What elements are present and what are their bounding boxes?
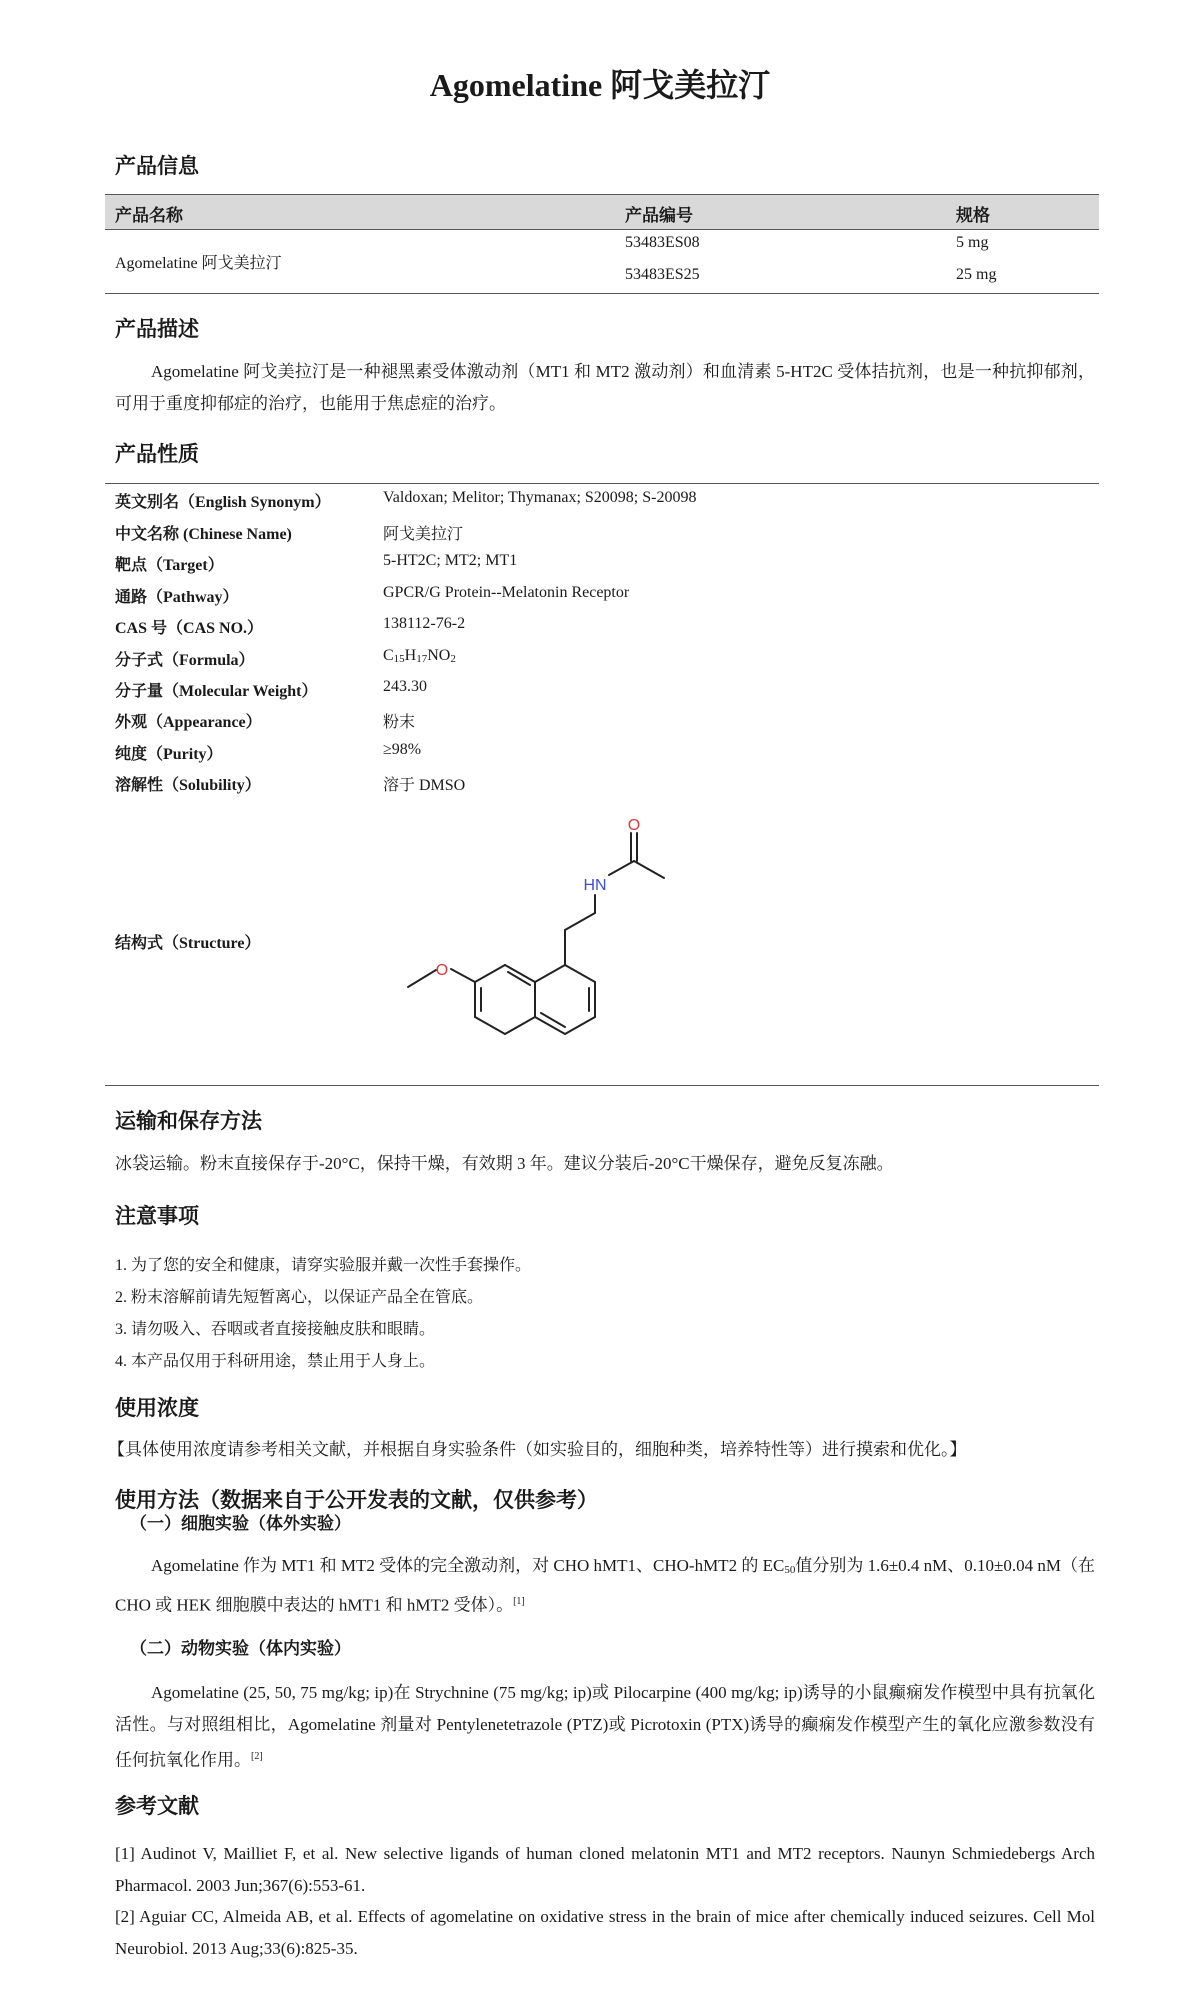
properties-heading: 产品性质 bbox=[115, 442, 199, 466]
prop-value: 粉末 bbox=[383, 714, 416, 731]
reference-item: [2] Aguiar CC, Almeida AB, et al. Effects of agomelatine on oxidative stress in the brain of mice after chemically induced seizures. Cell Mol Neurobiol. 2013 Aug;33(6):825-35. bbox=[115, 1907, 1095, 1958]
properties-top-rule bbox=[105, 483, 1099, 484]
cell-experiment-heading: （一）细胞实验（体外实验） bbox=[130, 1514, 351, 1533]
prop-value: 5-HT2C; MT2; MT1 bbox=[383, 552, 518, 569]
bond bbox=[565, 913, 595, 930]
note-item: 3. 请勿吸入、吞咽或者直接接触皮肤和眼睛。 bbox=[115, 1321, 436, 1338]
reference-item: [1] Audinot V, Mailliet F, et al. New selective ligands of human cloned melatonin MT1 and MT2 receptors. Naunyn Schmiedebergs Arch Pharmacol. 2003 Jun;367(6):553-61. bbox=[115, 1844, 1095, 1895]
prop-label: 外观（Appearance） bbox=[115, 714, 262, 731]
page-title: Agomelatine 阿戈美拉汀 bbox=[429, 67, 771, 103]
description-text: Agomelatine 阿戈美拉汀是一种褪黑素受体激动剂（MT1 和 MT2 激动剂）和血清素 5-HT2C 受体拮抗剂，也是一种抗抑郁剂，可用于重度抑郁症的治疗，也能用于焦虑症的治疗。 bbox=[115, 362, 1095, 413]
prop-label: 分子式（Formula） bbox=[115, 652, 255, 669]
bond bbox=[505, 1017, 535, 1034]
prop-value: GPCR/G Protein--Melatonin Receptor bbox=[383, 584, 630, 601]
prop-value: ≥98% bbox=[383, 741, 422, 758]
prop-label: 靶点（Target） bbox=[115, 557, 224, 574]
nitrogen-atom-label: HN bbox=[583, 877, 607, 894]
storage-heading: 运输和保存方法 bbox=[115, 1109, 262, 1133]
bond bbox=[634, 861, 664, 878]
usage-heading: 使用方法（数据来自于公开发表的文献，仅供参考） bbox=[115, 1488, 598, 1512]
bond bbox=[565, 965, 595, 982]
prop-label: 中文名称 (Chinese Name) bbox=[115, 526, 292, 543]
table-bottom-rule bbox=[105, 293, 1099, 294]
prop-label: 通路（Pathway） bbox=[115, 589, 239, 606]
product-spec-cell: 25 mg bbox=[956, 266, 997, 283]
product-table-header bbox=[105, 194, 1099, 230]
bond bbox=[565, 1017, 595, 1034]
formula-value: $C_{15}H_{17}NO_2$ bbox=[383, 647, 456, 665]
references-heading: 参考文献 bbox=[115, 1794, 199, 1818]
prop-value: 138112-76-2 bbox=[383, 615, 466, 632]
product-spec-cell: 5 mg bbox=[956, 234, 989, 251]
product-name-cell: Agomelatine 阿戈美拉汀 bbox=[115, 255, 282, 272]
concentration-text: 【具体使用浓度请参考相关文献，并根据自身实验条件（如实验目的，细胞种类，培养特性等）进行摸索和优化。】 bbox=[108, 1440, 967, 1459]
col-product-code: 产品编号 bbox=[625, 206, 693, 225]
prop-label: CAS 号（CAS NO.） bbox=[115, 620, 264, 637]
animal-experiment-heading: （二）动物实验（体内实验） bbox=[130, 1639, 351, 1658]
notes-heading: 注意事项 bbox=[115, 1204, 199, 1228]
product-code-cell: 53483ES25 bbox=[625, 266, 700, 283]
oxygen-atom-label: O bbox=[627, 817, 641, 834]
col-spec: 规格 bbox=[956, 206, 990, 225]
properties-bottom-rule bbox=[105, 1085, 1099, 1086]
bond bbox=[475, 965, 505, 982]
bond bbox=[451, 969, 475, 982]
cell-experiment-text: Agomelatine 作为 MT1 和 MT2 受体的完全激动剂，对 CHO hMT1、CHO-hMT2 的 $EC_{50}$值分别为 1.6±0.4 nM、0.10±0.04 nM（在 CHO 或 HEK 细胞膜中表达的 hMT1 和 hMT2 受体）。[1] bbox=[115, 1556, 1095, 1615]
prop-value: 溶于 DMSO bbox=[383, 777, 466, 794]
prop-label: 溶解性（Solubility） bbox=[115, 777, 261, 794]
col-product-name: 产品名称 bbox=[115, 206, 183, 225]
prop-label: 分子量（Molecular Weight） bbox=[115, 683, 318, 700]
animal-experiment-text: Agomelatine (25, 50, 75 mg/kg; ip)在 Strychnine (75 mg/kg; ip)或 Pilocarpine (400 mg/kg; ip)诱导的小鼠癫痫发作模型中具有抗氧化活性。与对照组相比，Agomelatine 剂量对 Pentylenetetrazole (PTZ)或 Picrotoxin (PTX)诱导的癫痫发作模型产生的氧化应激参数没有任何抗氧化作用。[2] bbox=[115, 1683, 1095, 1770]
double-bond bbox=[541, 1013, 565, 1027]
bond bbox=[609, 861, 634, 875]
note-item: 2. 粉末溶解前请先短暂离心，以保证产品全在管底。 bbox=[115, 1289, 484, 1306]
storage-text: 冰袋运输。粉末直接保存于-20°C，保持干燥，有效期 3 年。建议分装后-20°C干燥保存，避免反复冻融。 bbox=[115, 1154, 894, 1173]
product-code-cell: 53483ES08 bbox=[625, 234, 700, 251]
bond bbox=[535, 965, 565, 982]
prop-value: 阿戈美拉汀 bbox=[383, 526, 464, 543]
bond bbox=[408, 970, 436, 987]
description-heading: 产品描述 bbox=[115, 317, 199, 341]
bond bbox=[475, 1017, 505, 1034]
concentration-heading: 使用浓度 bbox=[115, 1396, 199, 1420]
prop-value: 243.30 bbox=[383, 678, 427, 695]
oxygen-atom-label: O bbox=[435, 962, 449, 979]
prop-value: Valdoxan; Melitor; Thymanax; S20098; S-20098 bbox=[383, 489, 697, 506]
structure-label: 结构式（Structure） bbox=[115, 935, 261, 952]
molecule-structure bbox=[380, 815, 700, 1065]
prop-label: 英文别名（English Synonym） bbox=[115, 494, 331, 511]
prop-label: 纯度（Purity） bbox=[115, 746, 223, 763]
product-info-heading: 产品信息 bbox=[115, 154, 199, 178]
note-item: 4. 本产品仅用于科研用途，禁止用于人身上。 bbox=[115, 1353, 436, 1370]
note-item: 1. 为了您的安全和健康，请穿实验服并戴一次性手套操作。 bbox=[115, 1257, 532, 1274]
